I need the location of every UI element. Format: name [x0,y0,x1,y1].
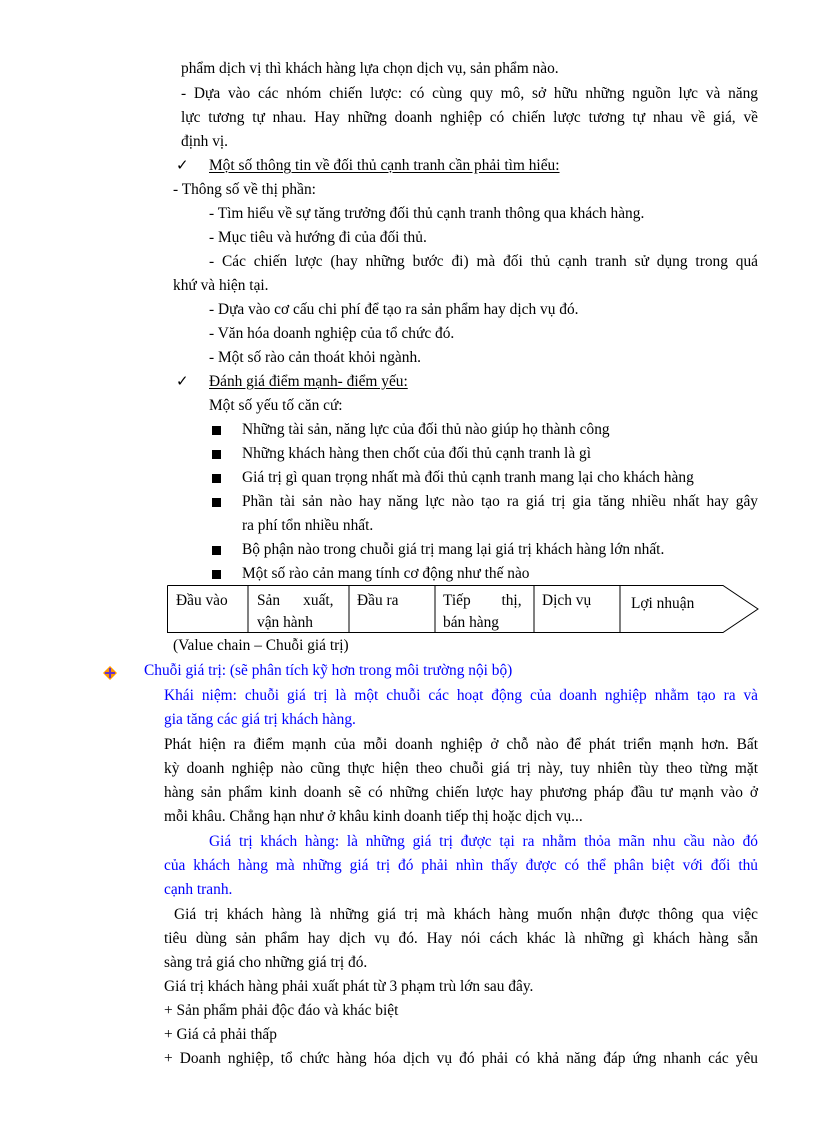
cell-text: Đầu vào [176,592,228,609]
check-mark-icon: ✓ [176,372,189,390]
square-bullet-icon [212,426,221,435]
square-bullet-icon [212,450,221,459]
text-line: sàng trả giá cho những giá trị đó. [164,954,368,971]
value-chain-cell-outputs [357,590,398,638]
text-line: - Các chiến lược (hay những bước đi) mà đối thủ cạnh tranh sử dụng trong quá [209,253,758,270]
plus-diamond-icon [103,666,117,680]
bullet-item: Giá trị gì quan trọng nhất mà đối thủ cạnh tranh mang lại cho khách hàng [242,469,694,486]
text-line: + Sản phẩm phải độc đáo và khác biệt [164,1002,399,1019]
value-chain-cell-marketing [443,590,531,638]
square-bullet-icon [212,570,221,579]
bullet-item: Phần tài sản nào hay năng lực nào tạo ra giá trị gia tăng nhiều nhất hay gây [242,493,758,510]
text-line: + Giá cả phải thấp [164,1026,277,1043]
value-chain-cell-profit [631,593,694,641]
value-chain-cell-inputs [176,590,228,638]
bullet-item: Một số rào cản mang tính cơ động như thế nào [242,565,530,582]
cell-text: Đầu ra [357,592,399,609]
section-heading: Chuỗi giá trị: (sẽ phân tích kỹ hơn trong môi trường nội bộ) [144,662,513,679]
text-line: kỳ doanh nghiệp nào cũng thực hiện theo chuỗi giá trị này, tuy nhiên tùy theo từng mặt [164,760,758,777]
text-line: - Văn hóa doanh nghiệp của tổ chức đó. [209,325,455,342]
bullet-item-continuation: ra phí tổn nhiều nhất. [242,517,374,534]
check-mark-icon: ✓ [176,156,189,174]
text-line: định vị. [181,133,229,150]
section-heading: Một số thông tin về đối thủ cạnh tranh cần phải tìm hiểu: [209,157,560,174]
text-line: cạnh tranh. [164,881,233,898]
text-line: lực tương tự nhau. Hay những doanh nghiệp có chiến lược tương tự nhau về giá, về [181,109,758,126]
text-line: - Một số rào cản thoát khỏi ngành. [209,349,422,366]
cell-text: Lợi nhuận [631,595,695,612]
text-line: - Dựa vào cơ cấu chi phí để tạo ra sản phẩm hay dịch vụ đó. [209,301,579,318]
text-line: hàng sản phẩm kinh doanh sẽ có những chiến lược hay phương pháp đầu tư mạnh vào ở [164,784,758,801]
text-line: khứ và hiện tại. [173,277,269,294]
text-line: của khách hàng mà những giá trị đó phải nhìn thấy được có thể phân biệt với đối thủ [164,857,758,874]
cell-text: Tiếp thị, [443,592,522,609]
bullet-item: Những tài sản, năng lực của đối thủ nào giúp họ thành công [242,421,610,438]
text-line: mỗi khâu. Chẳng hạn như ở khâu kinh doanh tiếp thị hoặc dịch vụ... [164,808,583,825]
text-line: - Dựa vào các nhóm chiến lược: có cùng quy mô, sở hữu những nguồn lực và năng [181,85,758,102]
square-bullet-icon [212,546,221,555]
value-chain-diagram [167,585,759,633]
cell-text: vận hành [257,614,313,631]
text-line: + Doanh nghiệp, tổ chức hàng hóa dịch vụ đó phải có khả năng đáp ứng nhanh các yêu [164,1050,758,1067]
text-line: - Mục tiêu và hướng đi của đối thủ. [209,229,427,246]
text-line: Một số yếu tố căn cứ: [209,397,343,414]
text-line: phẩm dịch vị thì khách hàng lựa chọn dịch vụ, sản phẩm nào. [181,60,559,77]
section-heading: Đánh giá điểm mạnh- điểm yếu: [209,373,408,390]
text-line: - Tìm hiểu về sự tăng trưởng đối thủ cạnh tranh thông qua khách hàng. [209,205,645,222]
text-line: Khái niệm: chuỗi giá trị là một chuỗi các hoạt động của doanh nghiệp nhằm tạo ra và [164,687,758,704]
bullet-item: Bộ phận nào trong chuỗi giá trị mang lại giá trị khách hàng lớn nhất. [242,541,665,558]
figure-caption: (Value chain – Chuỗi giá trị) [173,637,349,654]
text-line: Giá trị khách hàng là những giá trị mà khách hàng muốn nhận được thông qua việc [174,906,758,923]
text-line: gia tăng các giá trị khách hàng. [164,711,356,728]
cell-text: bán hàng [443,614,499,631]
text-line: Giá trị khách hàng: là những giá trị được tại ra nhằm thỏa mãn nhu cầu nào đó [209,833,758,850]
cell-text: Dịch vụ [542,592,592,609]
text-line: - Thông số về thị phần: [173,181,316,198]
value-chain-cell-service [542,590,591,638]
text-line: Giá trị khách hàng phải xuất phát từ 3 phạm trù lớn sau đây. [164,978,534,995]
text-line: tiêu dùng sản phẩm hay dịch vụ đó. Hay nói cách khác là những gì khách hàng sẵn [164,930,758,947]
square-bullet-icon [212,474,221,483]
square-bullet-icon [212,498,221,507]
cell-text: Sản xuất, [257,592,334,609]
value-chain-cell-operations [257,590,345,638]
text-line: Phát hiện ra điểm mạnh của mỗi doanh nghiệp ở chỗ nào để phát triển mạnh hơn. Bất [164,736,758,753]
bullet-item: Những khách hàng then chốt của đối thủ cạnh tranh là gì [242,445,591,462]
